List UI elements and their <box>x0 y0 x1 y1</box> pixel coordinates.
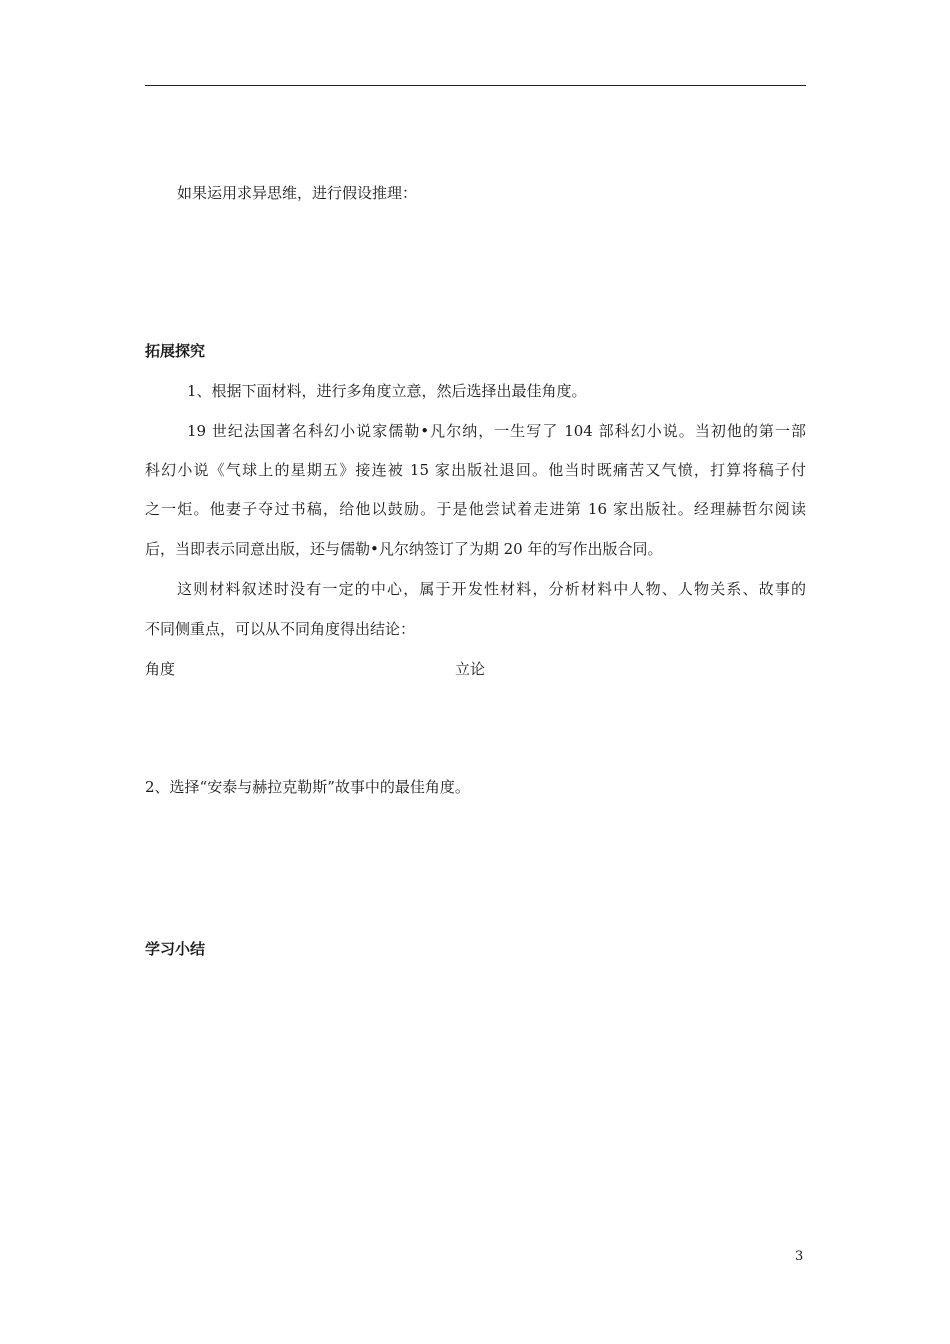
material-line-2: 科幻小说《气球上的星期五》接连被 15 家出版社退回。他当时既痛苦又气愤，打算将稿子付 <box>145 461 806 479</box>
material-line-3: 之一炬。他妻子夺过书稿，给他以鼓励。于是他尝试着走进第 16 家出版社。经理赫哲尔阅读 <box>145 500 806 518</box>
column-header-argument: 立论 <box>455 660 486 678</box>
section-heading-extension: 拓展探究 <box>145 342 206 360</box>
column-header-angle: 角度 <box>145 660 176 678</box>
header-rule <box>145 85 806 86</box>
material-line-1: 19 世纪法国著名科幻小说家儒勒•凡尔纳，一生写了 104 部科幻小说。当初他的第一部 <box>187 422 806 440</box>
question-1: 1、根据下面材料，进行多角度立意，然后选择出最佳角度。 <box>187 382 587 400</box>
question-2: 2、选择“安泰与赫拉克勒斯”故事中的最佳角度。 <box>145 778 470 796</box>
hypothesis-prompt: 如果运用求异思维，进行假设推理： <box>177 184 418 202</box>
material-line-4: 后，当即表示同意出版，还与儒勒•凡尔纳签订了为期 20 年的写作出版合同。 <box>145 540 663 558</box>
page-number: 3 <box>795 1249 804 1264</box>
analysis-line-2: 不同侧重点，可以从不同角度得出结论： <box>145 620 416 638</box>
section-heading-summary: 学习小结 <box>145 940 206 958</box>
analysis-line-1: 这则材料叙述时没有一定的中心，属于开发性材料，分析材料中人物、人物关系、故事的 <box>177 580 806 598</box>
